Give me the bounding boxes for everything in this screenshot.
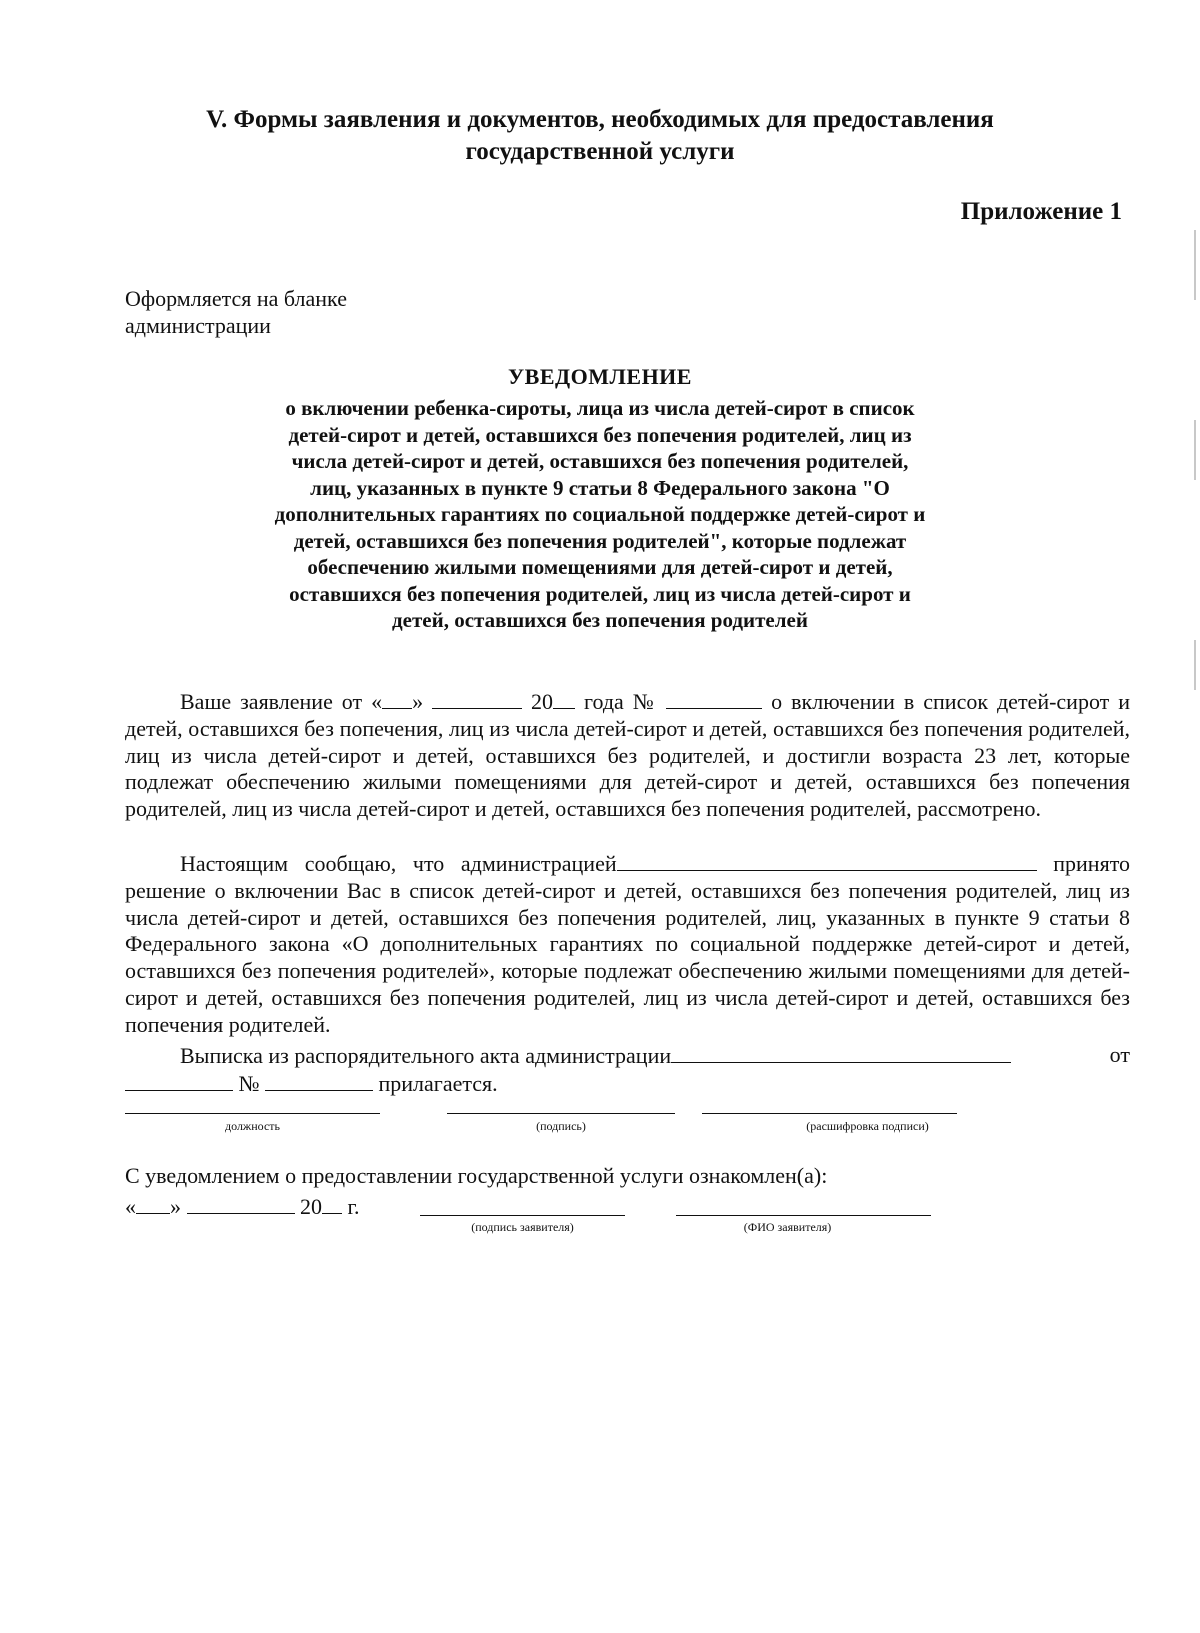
appendix-label: Приложение 1 (960, 198, 1122, 225)
paragraph-extract (125, 1042, 1130, 1098)
date-year: 20 (300, 1194, 322, 1219)
applicant-name-line (676, 1215, 931, 1216)
date-close-quote: » (170, 1194, 181, 1219)
notice-title: УВЕДОМЛЕНИЕ (508, 364, 692, 389)
para1-start: Ваше заявление от « (180, 689, 383, 714)
para3-num: № (238, 1070, 260, 1096)
year-blank (553, 688, 575, 709)
paragraph-application (125, 688, 1130, 823)
section-title: V. Формы заявления и документов, необходимых для предоставления государственной услуги (206, 106, 994, 165)
acknowledgement-text: С уведомлением о предоставлении государственной услуги ознакомлен(а): (125, 1163, 828, 1188)
decryption-caption: (расшифровка подписи) (806, 1119, 929, 1133)
blank-note (125, 285, 347, 339)
para2-rest: принято решение о включении Вас в список детей-сирот и детей, оставшихся без попечения родителей, лиц из числа детей-сирот и детей, оставшихся без попечения родителей, лиц, указанных в пункте 9 статьи 8 Федерального закона «О дополнительных гарантиях по социальной поддержке детей-сирот и детей, оставшихся без попечения родителей», которые подлежат обеспечению жилыми помещениями для детей-сирот и детей, оставшихся без попечения родителей, лиц из числа детей-сирот и детей, оставшихся без попечения родителей. (125, 851, 1131, 1037)
para1-mid3: года № (584, 689, 658, 714)
applicant-signature-caption: (подпись заявителя) (471, 1220, 574, 1234)
position-line (125, 1113, 380, 1114)
signature-caption: (подпись) (536, 1119, 586, 1133)
ack-month-blank (187, 1193, 295, 1214)
decryption-line (702, 1113, 957, 1114)
paragraph-decision (125, 850, 1130, 1039)
applicant-signature-line (420, 1215, 625, 1216)
para3-ot: от (1109, 1042, 1130, 1067)
date-suffix: г. (347, 1194, 360, 1219)
para1-mid2: 20 (531, 689, 554, 714)
acknowledgement-date (125, 1193, 360, 1220)
signature-row (0, 1105, 1200, 1145)
month-blank (432, 688, 522, 709)
blank-note-line-2: администрации (125, 313, 271, 338)
act-number-blank (265, 1070, 373, 1091)
signature-line (447, 1113, 675, 1114)
notice-subject: о включении ребенка-сироты, лица из числа детей-сирот в список детей-сирот и детей, оставшихся без попечения родителей, лиц из числа детей-сирот и детей, оставшихся без попечения родителей, лиц, указанных в пункте 9 статьи 8 Федерального закона "О дополнительных гарантиях по социальной поддержке детей-сирот и детей, оставшихся без попечения родителей", которые подлежат обеспечению жилыми помещениями для детей-сирот и детей, оставшихся без попечения родителей, лиц из числа детей-сирот и детей, оставшихся без попечения родителей (274, 396, 926, 632)
ack-day-blank (136, 1193, 170, 1214)
para3-end: прилагается. (378, 1070, 498, 1096)
date-open-quote: « (125, 1194, 136, 1219)
day-blank (382, 688, 412, 709)
scan-edge-mark (1194, 640, 1196, 690)
blank-note-line-1: Оформляется на бланке (125, 286, 347, 311)
administration-blank (617, 850, 1037, 871)
scan-edge-mark (1194, 420, 1196, 480)
act-date-blank (125, 1070, 233, 1091)
applicant-name-caption: (ФИО заявителя) (743, 1220, 832, 1234)
para2-start: Настоящим сообщаю, что администрацией (180, 851, 617, 876)
position-caption: должность (225, 1119, 280, 1133)
ack-year-blank (322, 1193, 342, 1214)
scan-edge-mark (1194, 230, 1196, 300)
para1-rest: о включении в список детей-сирот и детей, оставшихся без попечения, лиц из числа детей-сирот и детей, оставшихся без попечения родителей, лиц из числа детей-сирот и детей, оставшихся без родителей, и достигли возраста 23 лет, которые подлежат обеспечению жилыми помещениями для детей-сирот и детей, оставшихся без попечения родителей, лиц из числа детей-сирот и детей, оставшихся без попечения родителей, рассмотрено. (125, 689, 1131, 822)
para1-mid1: » (412, 689, 424, 714)
para3-start: Выписка из распорядительного акта администрации (180, 1043, 672, 1068)
administration-act-blank (671, 1042, 1011, 1063)
number-blank (666, 688, 762, 709)
